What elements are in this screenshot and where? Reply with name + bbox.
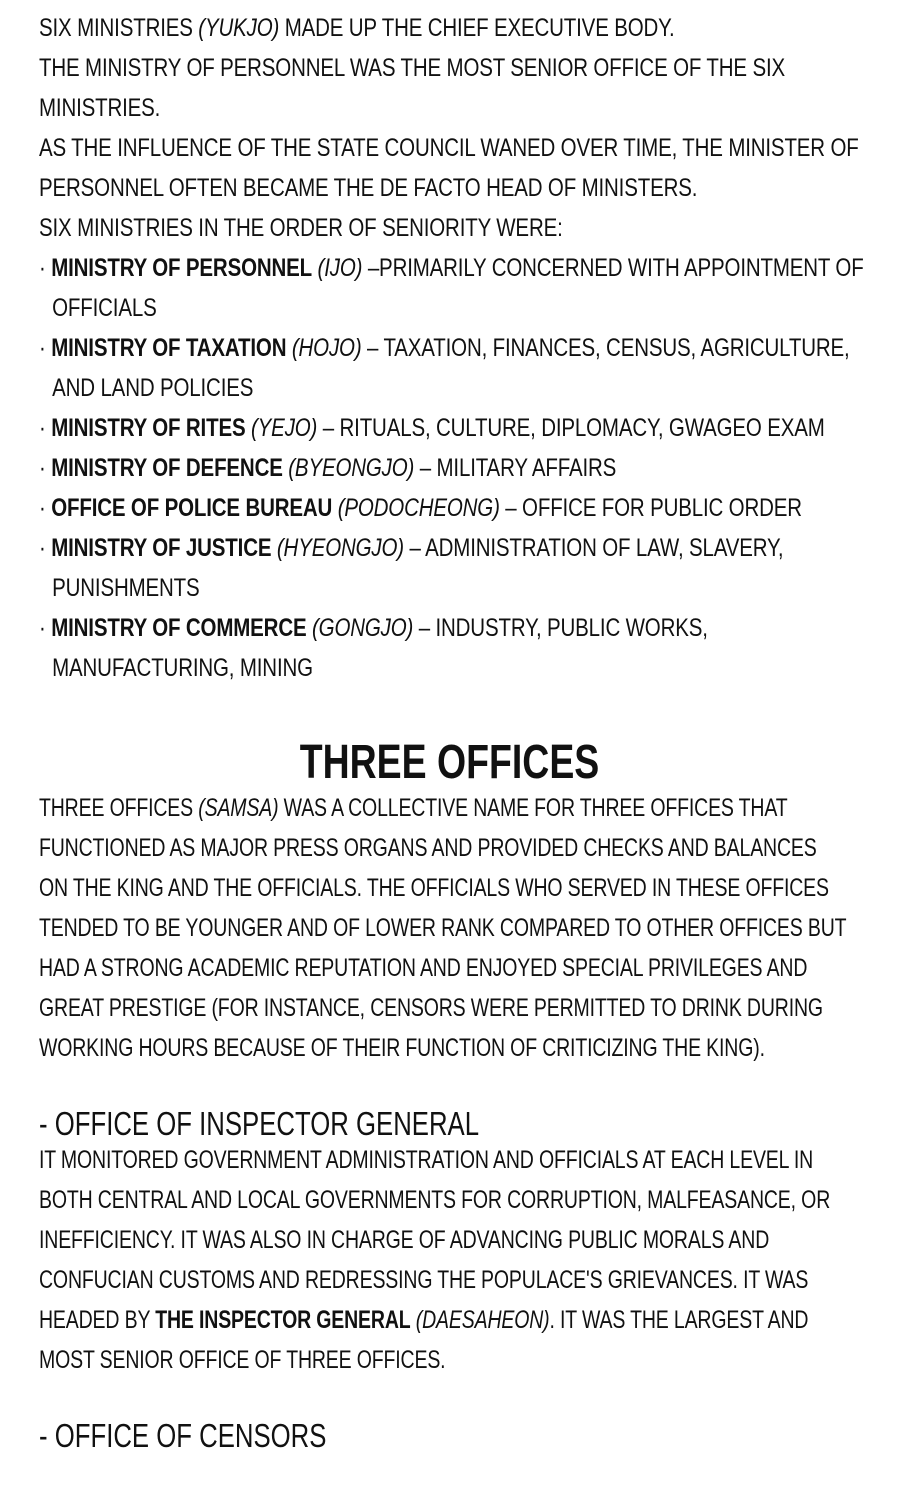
ministry-item [39,328,889,408]
ministry-native-name: (BYEONGJO) [288,454,415,482]
term-yukjo: (YUKJO) [198,14,280,42]
term-daesaheon: (DAESAHEON) [410,1306,550,1334]
intro-text: SIX MINISTRIES [39,14,199,42]
ministry-native-name: (IJO) [317,254,363,282]
separator: – [403,534,426,562]
ministry-item [39,408,856,448]
ministry-item [39,608,757,688]
ministry-item [39,448,856,488]
bullet: · [39,334,46,362]
ministry-native-name: (HYEONGJO) [276,534,404,562]
ministry-name: MINISTRY OF TAXATION [51,334,287,362]
intro-text: AS THE INFLUENCE OF THE STATE COUNCIL WANED OVER TIME, THE MINISTER OF PERSONNEL OFTEN BECAME THE DE FACTO HEAD OF MINISTERS. [39,134,859,202]
intro-line-4 [39,208,859,248]
term-samsa: (SAMSA) [198,794,279,822]
separator: – [414,454,437,482]
intro-text: THE MINISTRY OF PERSONNEL WAS THE MOST SENIOR OFFICE OF THE SIX MINISTRIES. [39,54,786,122]
bullet: · [39,494,46,522]
separator: – [499,494,523,522]
bullet: · [39,414,46,442]
ministry-name: OFFICE OF POLICE BUREAU [51,494,333,522]
ministry-description: OFFICE FOR PUBLIC ORDER [522,494,802,522]
ministry-native-name: (GONGJO) [312,614,414,642]
body-text: . IT WAS THE LARGEST AND MOST SENIOR OFFICE OF THREE OFFICES. [39,1306,809,1374]
subsection-heading-inspector-general: - OFFICE OF INSPECTOR GENERAL [39,1105,480,1142]
bullet: · [39,454,46,482]
intro-text: WAS A COLLECTIVE NAME FOR THREE OFFICES THAT FUNCTIONED AS MAJOR PRESS ORGANS AND PROVIDED CHECKS AND BALANCES ON THE KING AND THE OFFICIALS. THE OFFICIALS WHO SERVED IN THESE OFFICES TENDED TO BE YOUNGER AND OF LOWER RANK COMPARED TO OTHER OFFICES BUT HAD A STRONG ACADEMIC REPUTATION AND ENJOYED SPECIAL PRIVILEGES AND GREAT PRESTIGE (FOR INSTANCE, CENSORS WERE PERMITTED TO DRINK DURING WORKING HOURS BECAUSE OF THEIR FUNCTION OF CRITICIZING THE KING). [39,794,847,1062]
subsection-heading-censors: - OFFICE OF CENSORS [39,1417,327,1454]
ministry-native-name: (PODOCHEONG) [337,494,500,522]
intro-line-3 [39,128,875,208]
intro-text: MADE UP THE CHIEF EXECUTIVE BODY. [279,14,675,42]
term-inspector-general: THE INSPECTOR GENERAL [155,1306,411,1334]
bullet: · [39,254,46,282]
three-offices-intro [39,788,850,1068]
ministry-item [39,248,872,328]
ministry-name: MINISTRY OF JUSTICE [51,534,272,562]
ministry-item [39,488,856,528]
ministry-item [39,528,831,608]
ministry-description: PRIMARILY CONCERNED WITH APPOINTMENT OF OFFICIALS [52,254,864,322]
ministry-description: TAXATION, FINANCES, CENSUS, AGRICULTURE, AND LAND POLICIES [52,334,850,402]
separator: – [413,614,436,642]
ministry-native-name: (HOJO) [291,334,362,362]
separator: – [362,254,380,282]
intro-line-2 [39,48,900,128]
intro-text: THREE OFFICES [39,794,199,822]
ministry-name: MINISTRY OF PERSONNEL [51,254,313,282]
inspector-general-body [39,1140,850,1380]
separator: – [361,334,384,362]
intro-text: SIX MINISTRIES IN THE ORDER OF SENIORITY WERE: [39,214,563,242]
bullet: · [39,534,46,562]
ministry-description: RITUALS, CULTURE, DIPLOMACY, GWAGEO EXAM [339,414,825,442]
bullet: · [39,614,46,642]
ministry-description: MILITARY AFFAIRS [436,454,617,482]
ministry-description: INDUSTRY, PUBLIC WORKS, MANUFACTURING, MINING [52,614,708,682]
ministry-native-name: (YEJO) [251,414,318,442]
ministry-name: MINISTRY OF COMMERCE [51,614,307,642]
intro-line-1 [39,8,859,48]
ministry-name: MINISTRY OF RITES [51,414,246,442]
separator: – [317,414,340,442]
ministry-description: ADMINISTRATION OF LAW, SLAVERY, PUNISHMENTS [52,534,784,602]
ministry-name: MINISTRY OF DEFENCE [51,454,283,482]
section-title: THREE OFFICES [299,736,600,789]
body-text: IT MONITORED GOVERNMENT ADMINISTRATION AND OFFICIALS AT EACH LEVEL IN BOTH CENTRAL AND LOCAL GOVERNMENTS FOR CORRUPTION, MALFEASANCE, OR INEFFICIENCY. IT WAS ALSO IN CHARGE OF ADVANCING PUBLIC MORALS AND CONFUCIAN CUSTOMS AND REDRESSING THE POPULACE'S GRIEVANCES. IT WAS HEADED BY [39,1146,831,1334]
